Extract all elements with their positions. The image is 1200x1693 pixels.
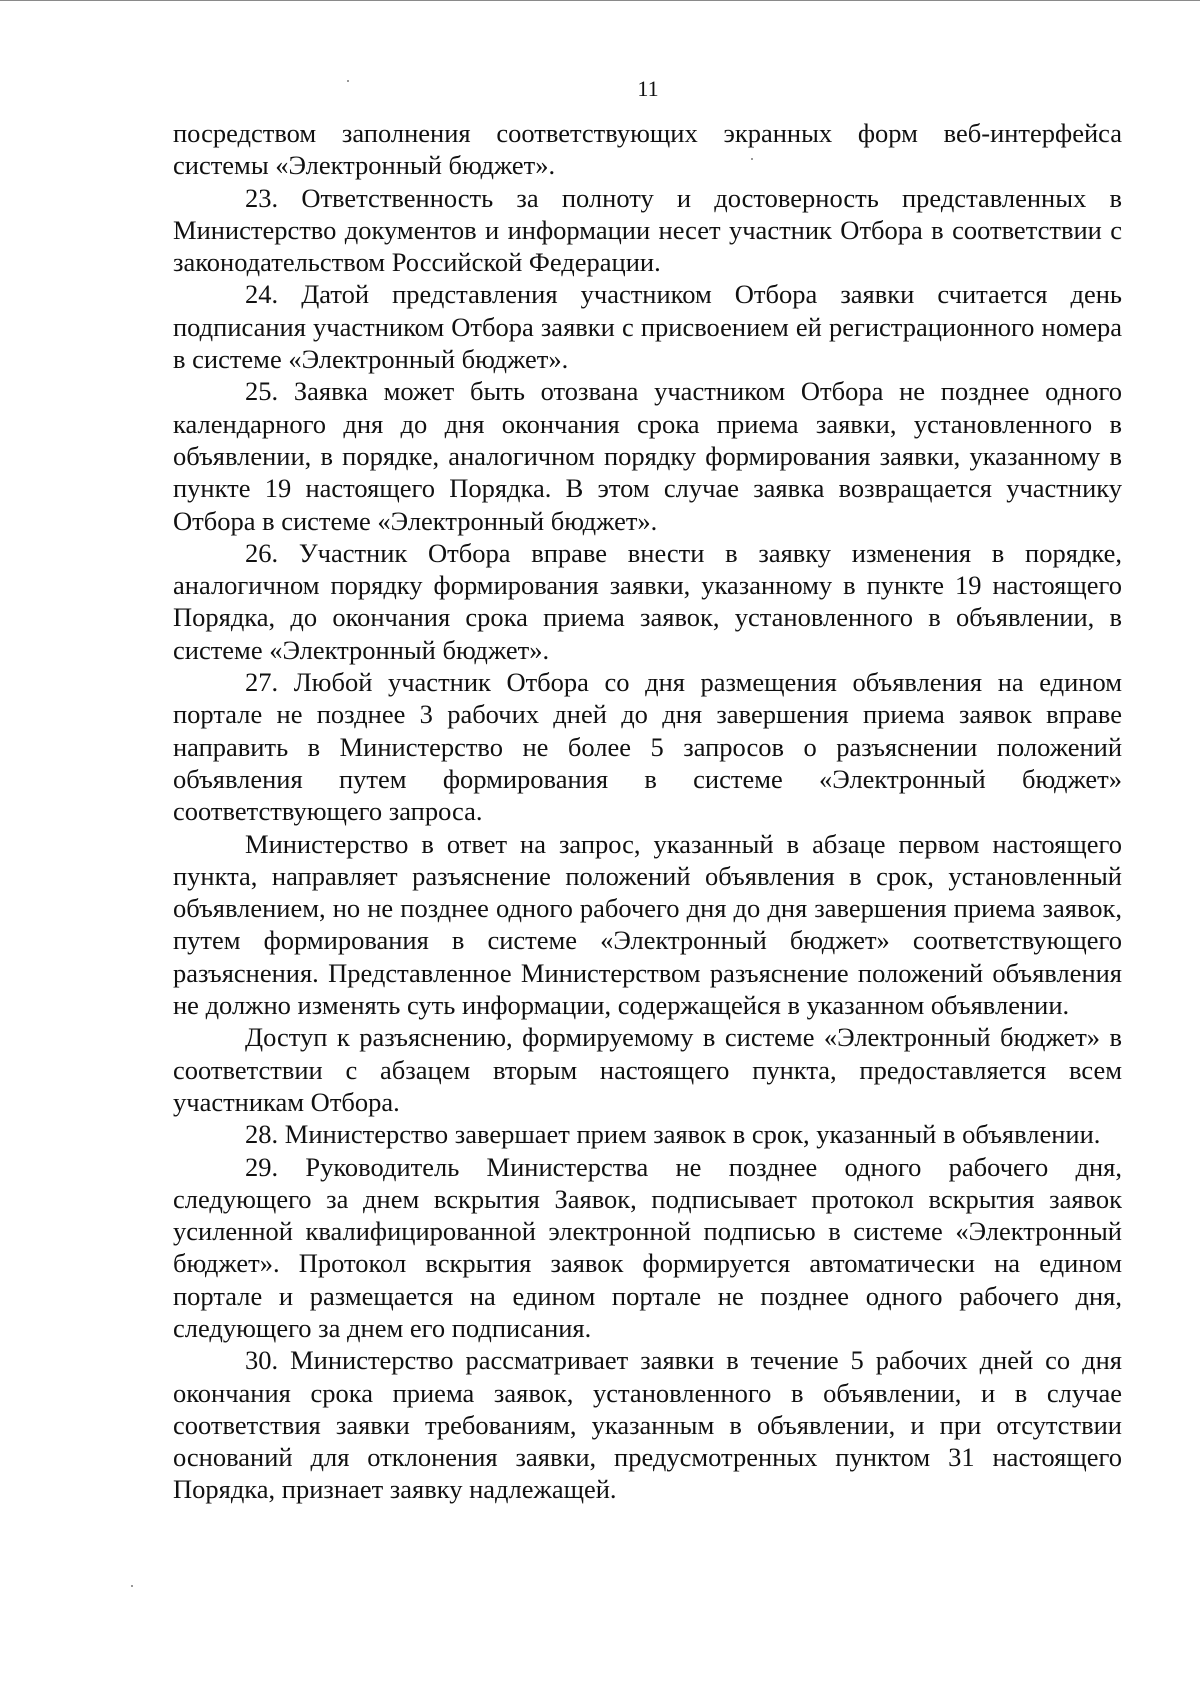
- scan-speck: [131, 1585, 133, 1587]
- paragraph-24: 24. Датой представления участником Отбора заявки считается день подписания участником Отбора заявки с присвоением ей регистрационного номера в системе «Электронный бюджет».: [173, 279, 1122, 375]
- paragraph-23: 23. Ответственность за полноту и достоверность представленных в Министерство документов и информации несет участник Отбора в соответствии с законодательством Российской Федерации.: [173, 182, 1122, 278]
- scan-speck: [347, 80, 349, 82]
- paragraph-28: 28. Министерство завершает прием заявок в срок, указанный в объявлении.: [245, 1119, 1101, 1150]
- paragraph-27: 27. Любой участник Отбора со дня размещения объявления на едином портале не позднее 3 рабочих дней до дня завершения приема заявок вправе направить в Министерство не более 5 запросов о разъяснении положений объявления путем формирования в системе «Электронный бюджет» соответствующего запроса.: [173, 667, 1122, 827]
- paragraph-29: 29. Руководитель Министерства не позднее одного рабочего дня, следующего за днем вскрытия Заявок, подписывает протокол вскрытия заявок усиленной квалифицированной электронной подписью в системе «Электронный бюджет». Протокол вскрытия заявок формируется автоматически на едином портале и размещается на едином портале не позднее одного рабочего дня, следующего за днем его подписания.: [173, 1151, 1122, 1343]
- document-body: [173, 117, 1122, 1506]
- paragraph-26: 26. Участник Отбора вправе внести в заявку изменения в порядке, аналогичном порядку формирования заявки, указанному в пункте 19 настоящего Порядка, до окончания срока приема заявок, установленного в объявлении, в системе «Электронный бюджет».: [173, 537, 1122, 665]
- paragraph-25: 25. Заявка может быть отозвана участником Отбора не позднее одного календарного дня до дня окончания срока приема заявки, установленного в объявлении, в порядке, аналогичном порядку формирования заявки, указанному в пункте 19 настоящего Порядка. В этом случае заявка возвращается участнику Отбора в системе «Электронный бюджет».: [173, 376, 1122, 536]
- page-top-edge: [0, 0, 1200, 1]
- scan-speck: [751, 158, 753, 160]
- page-number: 11: [637, 76, 659, 101]
- paragraph-27-second: Министерство в ответ на запрос, указанный в абзаце первом настоящего пункта, направляет разъяснение положений объявления в срок, установленный объявлением, но не позднее одного рабочего дня до дня завершения приема заявок, путем формирования в системе «Электронный бюджет» соответствующего разъяснения. Представленное Министерством разъяснение положений объявления не должно изменять суть информации, содержащейся в указанном объявлении.: [173, 828, 1122, 1021]
- paragraph-30: 30. Министерство рассматривает заявки в течение 5 рабочих дней со дня окончания срока приема заявок, установленного в объявлении, и в случае соответствия заявки требованиям, указанным в объявлении, и при отсутствии оснований для отклонения заявки, предусмотренных пунктом 31 настоящего Порядка, признает заявку надлежащей.: [173, 1345, 1122, 1505]
- paragraph-continuation: посредством заполнения соответствующих экранных форм веб-интерфейса системы «Электронный бюджет».: [173, 118, 1122, 181]
- paragraph-27-third: Доступ к разъяснению, формируемому в системе «Электронный бюджет» в соответствии с абзацем вторым настоящего пункта, предоставляется всем участникам Отбора.: [173, 1022, 1122, 1117]
